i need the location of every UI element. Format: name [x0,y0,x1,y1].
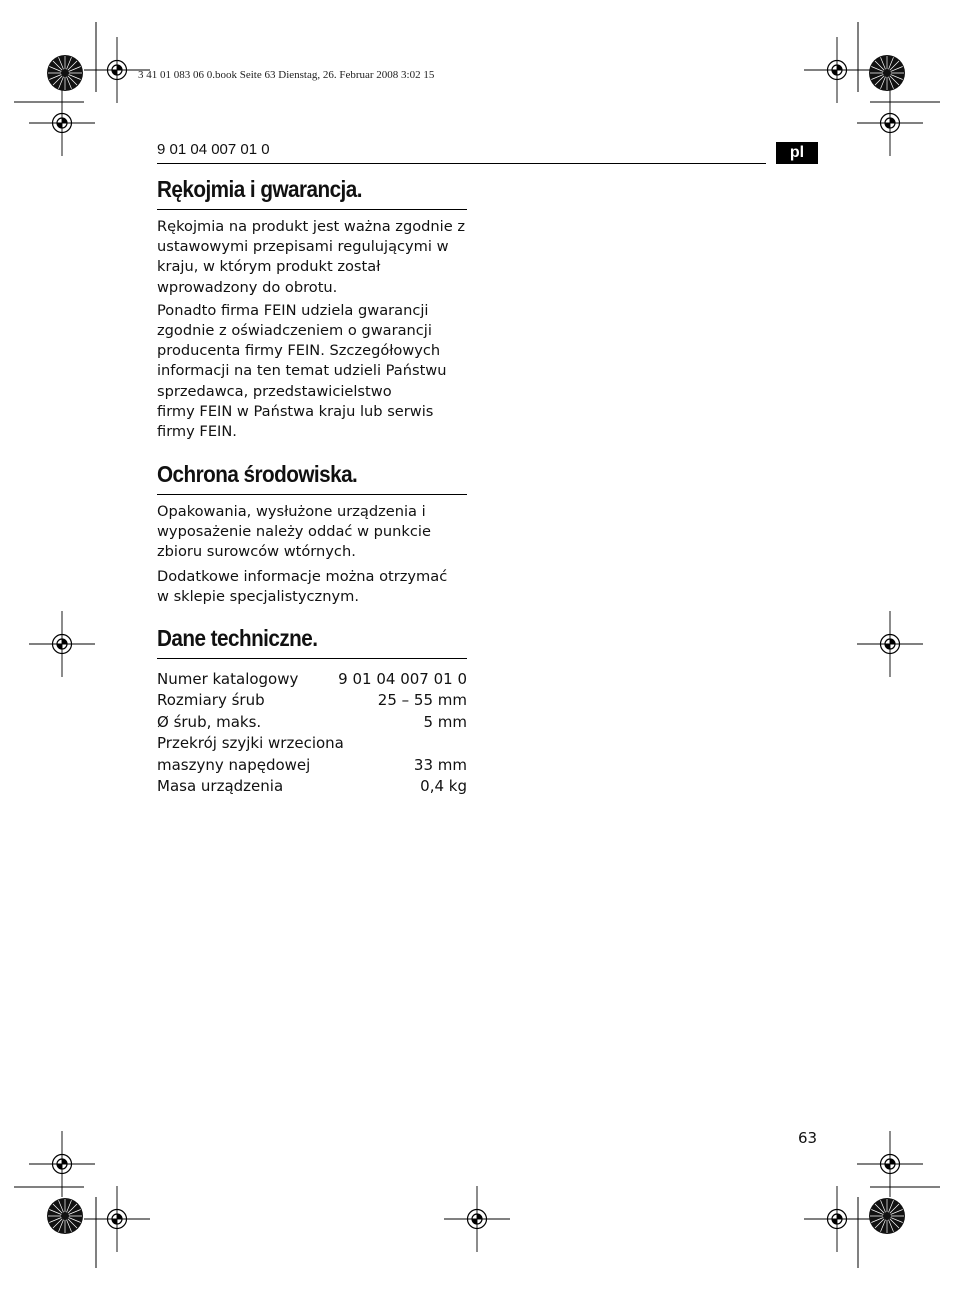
spec-row [157,776,467,797]
spec-label: Rozmiary śrub [157,691,265,710]
section-technical-data [157,625,467,797]
section-warranty [157,176,467,442]
spec-label: Ø śrub, maks. [157,712,262,731]
paragraph: Dodatkowe informacje można otrzymać w sklepie specjalistycznym. [157,567,448,605]
header-rule [157,163,766,164]
spec-value: 5 mm [423,712,467,731]
language-badge: pl [776,142,818,164]
spec-label: Masa urządzenia [157,777,284,796]
paragraph: Ponadto firma FEIN udziela gwarancji zgodnie z oświadczeniem o gwarancji producenta firmy FEIN. Szczegółowych informacji na ten temat udzieli Państwu sprzedawca, przedstawicielstwo firmy FEIN w Państwa kraju lub serwis firmy FEIN. [157,301,447,441]
book-slug-line: 3 41 01 083 06 0.book Seite 63 Dienstag, 26. Februar 2008 3:02 15 [138,69,435,81]
section-heading: Rękojmia i gwarancja. [157,176,362,202]
spec-label: Numer katalogowy [157,670,299,688]
section-environment [157,461,467,607]
spec-row [157,733,467,754]
document-number: 9 01 04 007 01 0 [157,141,270,158]
page-number: 63 [798,1129,818,1147]
spec-value: 25 – 55 mm [377,691,467,710]
section-heading: Dane techniczne. [157,625,318,651]
spec-label: maszyny napędowej [157,755,311,774]
spec-value: 9 01 04 007 01 0 [338,670,467,688]
section-heading: Ochrona środowiska. [157,461,358,487]
spec-row [157,669,467,690]
spec-row [157,712,467,733]
spec-value: 0,4 kg [420,777,467,796]
spec-row [157,690,467,711]
paragraph: Rękojmia na produkt jest ważna zgodnie z ustawowymi przepisami regulującymi w kraju, w którym produkt został wprowadzony do obrotu. [157,218,465,296]
spec-value: 33 mm [413,755,467,774]
paragraph: Opakowania, wysłużone urządzenia i wyposażenie należy oddać w punkcie zbioru surowców wtórnych. [157,503,431,561]
spec-table [157,669,467,797]
spec-row [157,755,467,776]
spec-label: Przekrój szyjki wrzeciona [157,734,344,753]
